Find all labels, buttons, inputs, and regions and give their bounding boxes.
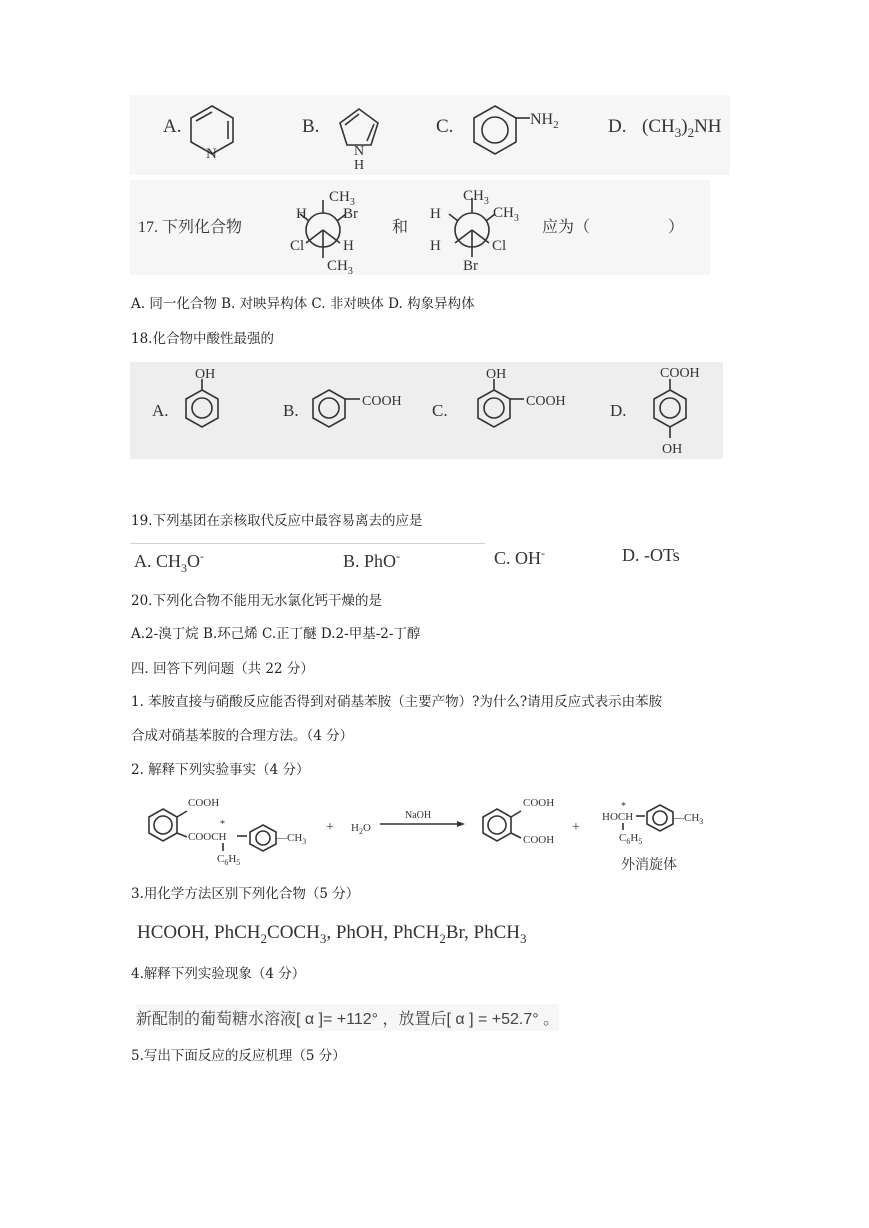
- alcohol-hoch: HOCH: [602, 811, 634, 823]
- q19-options: [130, 540, 710, 576]
- q17-close: ）: [668, 219, 685, 236]
- s4-q3: 3.用化学方法区别下列化合物（5 分）: [131, 886, 360, 902]
- q18-c-letter: C.: [432, 401, 448, 420]
- newman1-top: $CH_3$: [329, 189, 355, 208]
- hydroxybenzoic-oh: OH: [662, 442, 683, 457]
- newman1-ul: H: [296, 206, 307, 222]
- q17-stem: 17. 下列化合物: [138, 219, 243, 236]
- q17-and: 和: [392, 219, 409, 236]
- newman2-top: $CH_3$: [463, 188, 489, 207]
- q20-stem: 20.下列化合物不能用无水氯化钙干燥的是: [131, 593, 382, 609]
- glucose-rotation: 新配制的葡萄糖水溶液[ α ]= +112° ，放置后[ α ] = +52.7° 。: [136, 1004, 559, 1031]
- aniline-ring: [474, 106, 516, 154]
- hydrolysis-reaction: [135, 787, 735, 877]
- pyrrole-n-label: N: [354, 144, 365, 159]
- alcohol-phenyl: $C_6H_5$: [619, 832, 643, 846]
- salicylic-cooh: COOH: [526, 394, 566, 409]
- phenol-ring: [186, 390, 218, 427]
- newman1-ll: Cl: [290, 238, 305, 254]
- q19-option-a: A. $CH_3O^-$: [134, 549, 205, 575]
- reactant-phenyl: $C_6H_5$: [217, 853, 241, 867]
- section4-heading: 四. 回答下列问题（共 22 分）: [131, 661, 314, 677]
- q19-option-d: D. -OTs: [622, 545, 680, 565]
- q18-a-letter: A.: [152, 401, 169, 420]
- q18-b-letter: B.: [283, 401, 299, 420]
- q19-option-b: B. PhO-: [343, 549, 401, 571]
- water: $H_2O$: [351, 822, 371, 836]
- q3-compounds: [135, 916, 575, 946]
- product-cooh-1: COOH: [523, 797, 555, 809]
- q17-options: A. 同一化合物 B. 对映异构体 C. 非对映体 D. 构象异构体: [131, 296, 475, 312]
- s4-q1-line1: 1. 苯胺直接与硝酸反应能否得到对硝基苯胺（主要产物）?为什么?请用反应式表示由苯胺: [131, 694, 663, 710]
- newman-projection-2: [430, 188, 519, 274]
- q16-b-letter: B.: [302, 116, 320, 137]
- phenol-oh: OH: [195, 367, 216, 382]
- reactant-cooh: COOH: [188, 797, 220, 809]
- racemate-label: 外消旋体: [621, 858, 677, 873]
- reaction-scheme: [135, 787, 735, 877]
- newman2-lr: Cl: [492, 238, 507, 254]
- alcohol-star: *: [621, 801, 626, 812]
- hydroxybenzoic-cooh: COOH: [660, 366, 700, 381]
- s4-q5: 5.写出下面反应的反应机理（5 分）: [131, 1048, 346, 1064]
- newman2-ul: H: [430, 206, 441, 222]
- q16-options-panel: [130, 95, 730, 175]
- q18-structures: [130, 362, 723, 459]
- reactant-ch3: $—CH_3$: [276, 832, 307, 846]
- s4-q2: 2. 解释下列实验事实（4 分）: [131, 762, 310, 778]
- q19-option-c: C. OH-: [494, 546, 546, 568]
- pyrrole-h-label: H: [354, 158, 365, 173]
- pyridine-n-label: N: [206, 146, 217, 162]
- newman2-ll: H: [430, 238, 441, 254]
- alcohol-tolyl-ring: [647, 805, 673, 831]
- newman2-bottom: Br: [463, 258, 478, 274]
- q20-options: A.2-溴丁烷 B.环己烯 C.正丁醚 D.2-甲基-2-丁醇: [131, 626, 421, 642]
- plus-1: +: [326, 820, 334, 835]
- q16-structures: [130, 95, 730, 175]
- q3-compound-list: HCOOH, $PhCH_2COCH_3$, PhOH, PhCH$_2$Br, PhCH$_3$: [137, 922, 527, 946]
- s4-q1-line2: 合成对硝基苯胺的合理方法。（4 分）: [131, 728, 354, 744]
- newman1-lr: H: [343, 238, 354, 254]
- q16-a-letter: A.: [163, 116, 182, 137]
- aniline-group: $NH_2$: [530, 111, 559, 131]
- q19-options-strip: [130, 540, 710, 576]
- dimethylamine-formula: $(CH_3)_2NH$: [642, 116, 722, 140]
- q18-panel: [130, 362, 723, 459]
- reactant-ester: COOCH: [188, 831, 227, 843]
- q16-d-letter: D.: [608, 116, 627, 137]
- reactant-ring: [149, 809, 177, 841]
- reactant-star: *: [220, 819, 225, 830]
- q17-panel: [130, 180, 710, 275]
- product-cooh-2: COOH: [523, 834, 555, 846]
- q19-divider: [130, 543, 485, 544]
- q16-c-letter: C.: [436, 116, 454, 137]
- salicylic-oh: OH: [486, 367, 507, 382]
- q18-d-letter: D.: [610, 401, 627, 420]
- alcohol-ch3: $—CH_3$: [673, 812, 704, 826]
- s4-q4: 4.解释下列实验现象（4 分）: [131, 966, 306, 982]
- q19-stem: 19.下列基团在亲核取代反应中最容易离去的应是: [131, 513, 423, 529]
- benzoic-acid-ring: [313, 390, 345, 427]
- salicylic-ring: [478, 390, 510, 427]
- q18-stem: 18.化合物中酸性最强的: [131, 331, 274, 347]
- reactant-tolyl-ring: [250, 825, 276, 851]
- newman2-ur: $CH_3$: [493, 205, 519, 224]
- benzoic-cooh: COOH: [362, 394, 402, 409]
- newman1-ur: Br: [343, 206, 358, 222]
- plus-2: +: [572, 820, 580, 835]
- hydroxybenzoic-ring: [654, 390, 686, 427]
- reagent-naoh: NaOH: [405, 810, 432, 821]
- q17-structures: [130, 180, 710, 275]
- newman-projection-1: [290, 189, 358, 275]
- newman1-bottom: $CH_3$: [327, 258, 353, 275]
- arrow-head: [457, 821, 465, 827]
- q17-tail: 应为（: [542, 219, 591, 236]
